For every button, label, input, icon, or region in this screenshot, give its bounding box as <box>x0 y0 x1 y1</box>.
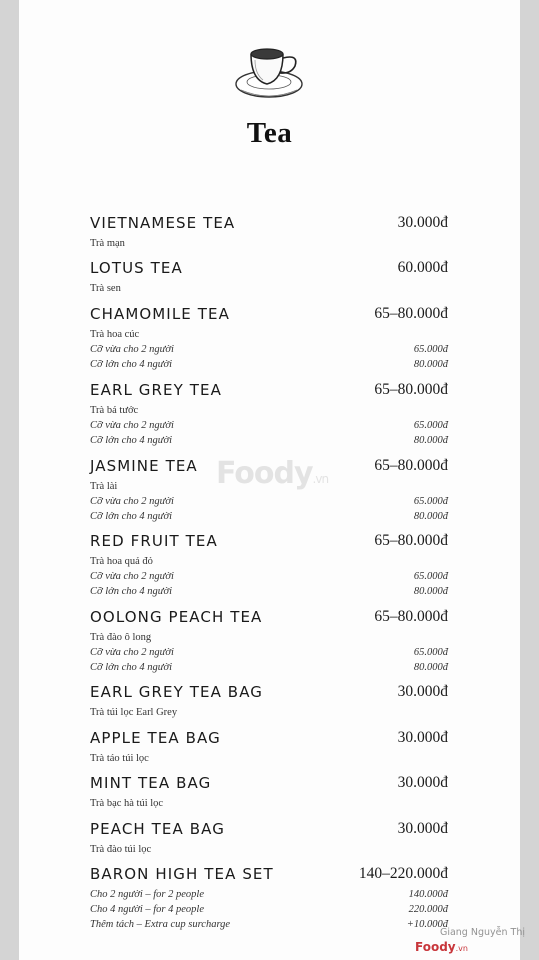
menu-item <box>90 774 448 811</box>
size-label: Cỡ lớn cho 4 người <box>90 359 173 370</box>
teacup-icon <box>233 40 305 106</box>
size-label: Cỡ lớn cho 4 người <box>90 586 173 597</box>
item-size-option <box>90 418 448 433</box>
menu-item <box>90 608 448 675</box>
size-label: Cỡ lớn cho 4 người <box>90 662 173 673</box>
item-name: VIETNAMESE TEA <box>90 214 236 232</box>
size-price: 80.000đ <box>413 586 448 597</box>
size-label: Cỡ vừa cho 2 người <box>90 344 174 355</box>
item-name: EARL GREY TEA BAG <box>90 683 264 701</box>
item-name: BARON HIGH TEA SET <box>90 865 274 883</box>
item-name: MINT TEA BAG <box>90 774 212 792</box>
item-price: 65–80.000đ <box>374 305 448 322</box>
item-size-option <box>90 509 448 524</box>
menu-item <box>90 214 448 251</box>
item-name: PEACH TEA BAG <box>90 820 225 838</box>
item-size-option <box>90 357 448 372</box>
item-vietnamese-name: Trà hoa quả đỏ <box>90 556 153 567</box>
size-price: 80.000đ <box>413 435 448 446</box>
size-price: +10.000đ <box>406 919 448 930</box>
item-vietnamese-name: Trà đào ô long <box>90 632 152 643</box>
item-vietnamese-name: Trà bá tước <box>90 405 139 416</box>
item-price: 65–80.000đ <box>374 532 448 549</box>
menu-item <box>90 305 448 372</box>
size-label: Cỡ vừa cho 2 người <box>90 496 174 507</box>
size-label: Cỡ vừa cho 2 người <box>90 420 174 431</box>
item-size-option <box>90 902 448 917</box>
menu-item <box>90 820 448 857</box>
size-label: Cho 4 người – for 4 people <box>90 904 204 915</box>
item-price: 65–80.000đ <box>374 608 448 625</box>
size-price: 80.000đ <box>413 662 448 673</box>
item-size-option <box>90 342 448 357</box>
item-price: 30.000đ <box>397 774 448 791</box>
item-price: 65–80.000đ <box>374 457 448 474</box>
item-vietnamese-name: Trà mạn <box>90 238 125 249</box>
item-name: CHAMOMILE TEA <box>90 305 230 323</box>
item-vietnamese-name: Trà đào túi lọc <box>90 844 152 855</box>
watermark: Foody.vn <box>216 456 329 491</box>
item-vietnamese-name: Trà sen <box>90 283 121 294</box>
size-price: 220.000đ <box>408 904 448 915</box>
item-size-option <box>90 660 448 675</box>
size-label: Cỡ vừa cho 2 người <box>90 647 174 658</box>
menu-item <box>90 259 448 296</box>
item-name: APPLE TEA BAG <box>90 729 221 747</box>
item-size-option <box>90 584 448 599</box>
item-name: EARL GREY TEA <box>90 381 222 399</box>
size-price: 80.000đ <box>413 359 448 370</box>
size-price: 65.000đ <box>413 496 448 507</box>
photo-credit: Giang Nguyễn Thị <box>439 927 525 938</box>
item-price: 30.000đ <box>397 729 448 746</box>
size-label: Cỡ lớn cho 4 người <box>90 511 173 522</box>
foody-logo: Foody.vn <box>415 940 468 954</box>
item-vietnamese-name: Trà hoa cúc <box>90 329 140 340</box>
item-size-option <box>90 433 448 448</box>
item-name: LOTUS TEA <box>90 259 183 277</box>
size-price: 140.000đ <box>408 889 448 900</box>
item-vietnamese-name: Trà túi lọc Earl Grey <box>90 707 178 718</box>
item-price: 30.000đ <box>397 214 448 231</box>
item-price: 140–220.000đ <box>358 865 448 882</box>
size-price: 65.000đ <box>413 344 448 355</box>
size-price: 65.000đ <box>413 420 448 431</box>
item-vietnamese-name: Trà bạc hà túi lọc <box>90 798 164 809</box>
item-size-option <box>90 917 448 932</box>
page-title: Tea <box>246 117 293 149</box>
item-vietnamese-name: Trà lài <box>90 481 118 492</box>
item-name: JASMINE TEA <box>90 457 198 475</box>
item-price: 30.000đ <box>397 683 448 700</box>
size-label: Cỡ vừa cho 2 người <box>90 571 174 582</box>
menu-item <box>90 729 448 766</box>
menu-item <box>90 683 448 720</box>
item-name: RED FRUIT TEA <box>90 532 218 550</box>
size-label: Thêm tách – Extra cup surcharge <box>90 919 231 930</box>
size-price: 80.000đ <box>413 511 448 522</box>
size-price: 65.000đ <box>413 571 448 582</box>
item-price: 30.000đ <box>397 820 448 837</box>
menu-item <box>90 532 448 599</box>
item-size-option <box>90 494 448 509</box>
item-price: 60.000đ <box>397 259 448 276</box>
size-label: Cho 2 người – for 2 people <box>90 889 204 900</box>
menu-item <box>90 381 448 448</box>
size-label: Cỡ lớn cho 4 người <box>90 435 173 446</box>
item-size-option <box>90 569 448 584</box>
item-size-option <box>90 887 448 902</box>
item-size-option <box>90 645 448 660</box>
item-vietnamese-name: Trà táo túi lọc <box>90 753 149 764</box>
size-price: 65.000đ <box>413 647 448 658</box>
menu-item <box>90 865 448 932</box>
item-price: 65–80.000đ <box>374 381 448 398</box>
item-name: OOLONG PEACH TEA <box>90 608 263 626</box>
